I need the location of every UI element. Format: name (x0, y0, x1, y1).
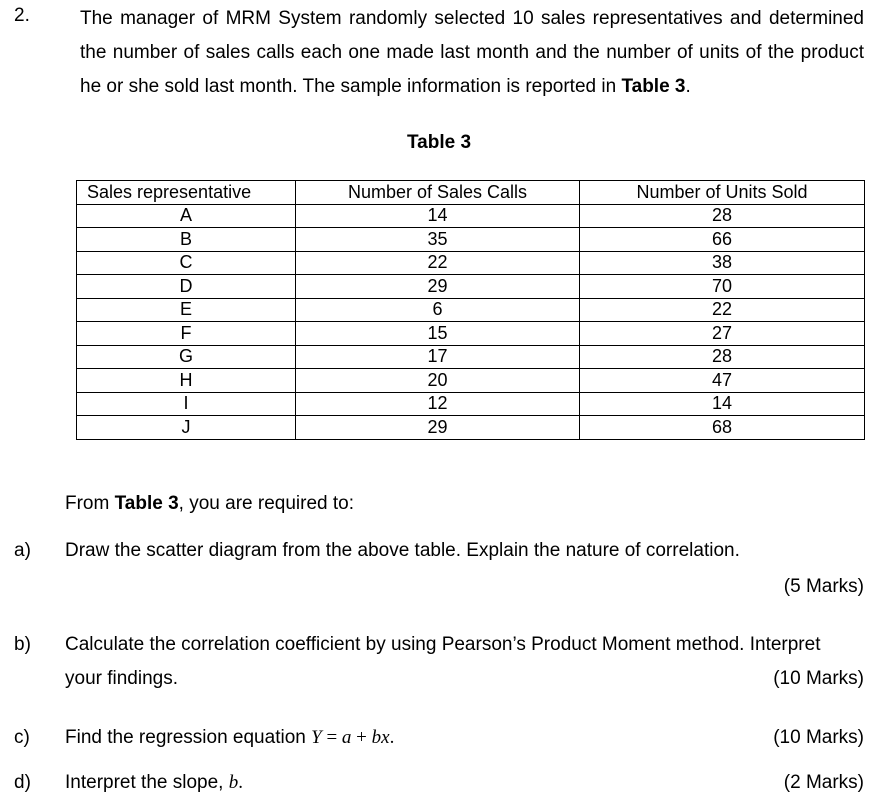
eq-equals: = (321, 727, 342, 748)
part-c-lead: Find the regression equation (65, 727, 312, 748)
cell-sales-representative: H (77, 369, 296, 393)
cell-sales-calls: 35 (296, 228, 580, 252)
requirement-prefix: From (65, 493, 115, 514)
cell-sales-calls: 12 (296, 392, 580, 416)
cell-sales-representative: D (77, 275, 296, 299)
table-row (77, 322, 865, 346)
cell-sales-calls: 6 (296, 298, 580, 322)
cell-sales-calls: 14 (296, 204, 580, 228)
intro-period: . (685, 76, 691, 97)
cell-sales-representative: G (77, 345, 296, 369)
requirement-line (65, 493, 354, 515)
cell-units-sold: 14 (580, 392, 865, 416)
eq-period: . (389, 727, 395, 748)
cell-sales-representative: J (77, 416, 296, 440)
eq-bx: bx (371, 727, 390, 748)
cell-units-sold: 28 (580, 345, 865, 369)
cell-units-sold: 66 (580, 228, 865, 252)
intro-table-ref: Table 3 (621, 76, 686, 97)
cell-units-sold: 28 (580, 204, 865, 228)
table-row (77, 369, 865, 393)
requirement-suffix: , you are required to: (178, 493, 354, 514)
table-row (77, 251, 865, 275)
part-d-period: . (238, 772, 243, 793)
table-row (77, 416, 865, 440)
cell-sales-representative: C (77, 251, 296, 275)
cell-sales-representative: E (77, 298, 296, 322)
header-units-sold: Number of Units Sold (580, 181, 865, 205)
cell-sales-representative: A (77, 204, 296, 228)
cell-sales-representative: I (77, 392, 296, 416)
cell-sales-calls: 22 (296, 251, 580, 275)
part-d-text (65, 772, 243, 794)
table-row (77, 392, 865, 416)
question-number: 2. (14, 5, 30, 26)
table-header-row (77, 181, 865, 205)
part-c-text (65, 727, 394, 749)
cell-sales-calls: 17 (296, 345, 580, 369)
part-a-text: Draw the scatter diagram from the above table. Explain the nature of correlation. (65, 540, 740, 561)
eq-a: a (341, 727, 352, 748)
cell-units-sold: 47 (580, 369, 865, 393)
part-a-marks: (5 Marks) (783, 576, 864, 597)
header-sales-representative: Sales representative (77, 181, 296, 205)
table-row (77, 275, 865, 299)
cell-units-sold: 27 (580, 322, 865, 346)
part-d-label: d) (14, 772, 31, 793)
part-b-text-line2: your findings. (65, 668, 179, 689)
table-row (77, 204, 865, 228)
cell-sales-calls: 29 (296, 416, 580, 440)
question-intro (80, 2, 864, 104)
part-b-marks: (10 Marks) (773, 668, 864, 689)
requirement-table-ref: Table 3 (114, 493, 179, 514)
part-d-marks: (2 Marks) (783, 772, 864, 793)
part-d-lead: Interpret the slope, (65, 772, 229, 793)
part-b-label: b) (14, 634, 31, 655)
table-body (77, 204, 865, 439)
cell-sales-calls: 29 (296, 275, 580, 299)
part-a-label: a) (14, 540, 31, 561)
eq-plus: + (351, 727, 372, 748)
part-b-text-line1: Calculate the correlation coefficient by using Pearson’s Product Moment method. Interpret (65, 634, 821, 655)
cell-units-sold: 68 (580, 416, 865, 440)
table-caption: Table 3 (406, 132, 472, 153)
header-sales-calls: Number of Sales Calls (296, 181, 580, 205)
cell-sales-representative: F (77, 322, 296, 346)
table-row (77, 298, 865, 322)
table-row (77, 345, 865, 369)
eq-y: Y (311, 727, 322, 748)
table-row (77, 228, 865, 252)
part-c-marks: (10 Marks) (773, 727, 864, 748)
cell-units-sold: 22 (580, 298, 865, 322)
cell-units-sold: 38 (580, 251, 865, 275)
slope-b: b (228, 772, 239, 793)
cell-sales-calls: 20 (296, 369, 580, 393)
cell-sales-representative: B (77, 228, 296, 252)
cell-sales-calls: 15 (296, 322, 580, 346)
cell-units-sold: 70 (580, 275, 865, 299)
part-c-label: c) (14, 727, 30, 748)
data-table (76, 180, 865, 440)
intro-text: The manager of MRM System randomly selected 10 sales representatives and determined the number of sales calls each one made last month and the number of units of the product he or she sold last month. The sample information is reported in (80, 8, 864, 97)
